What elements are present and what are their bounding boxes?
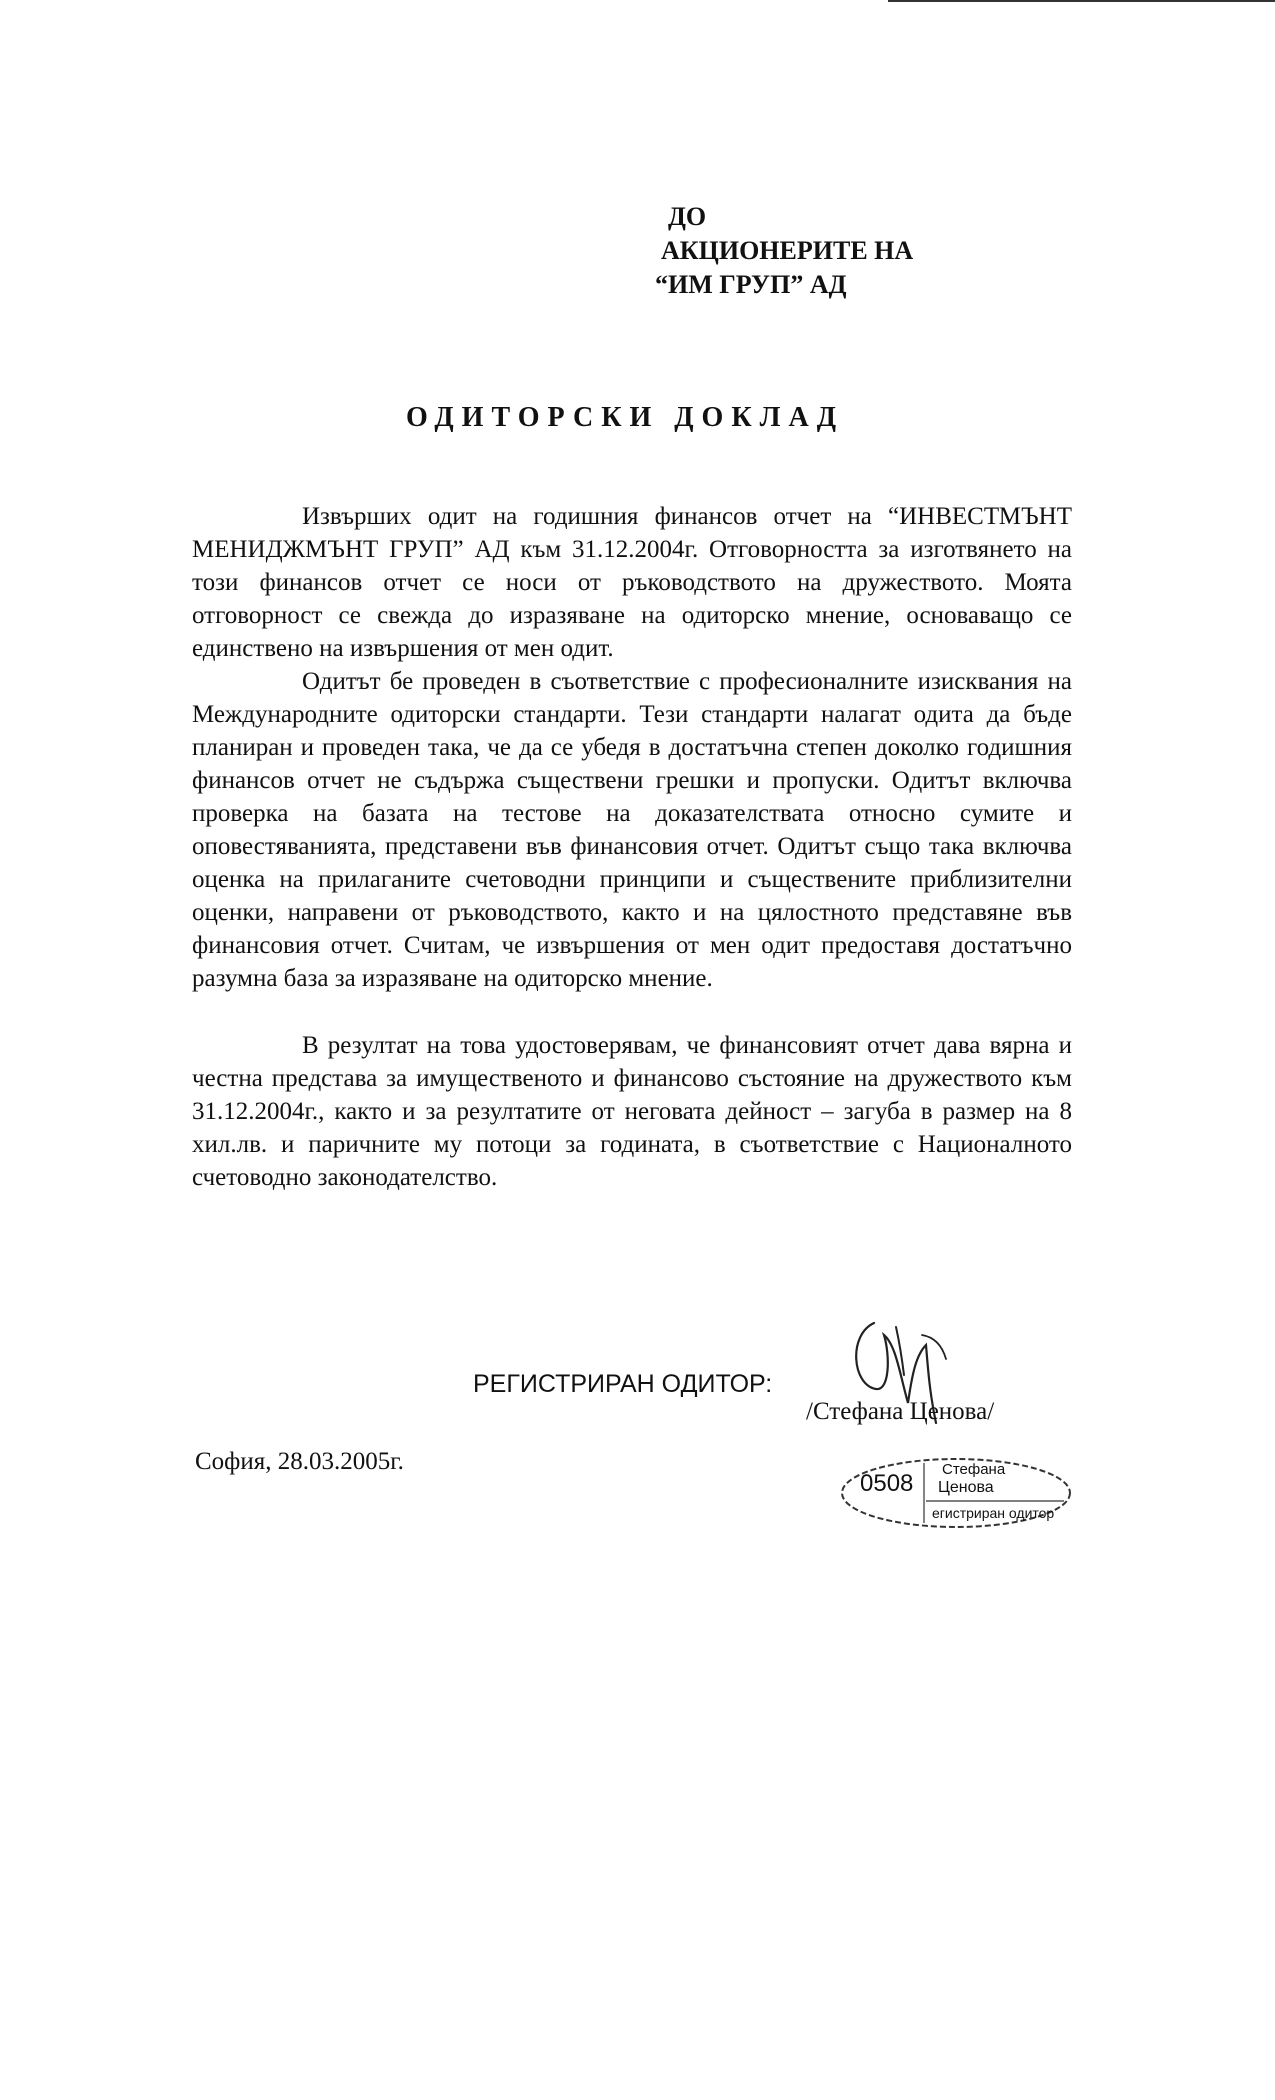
paragraph-scope: Извърших одит на годишния финансов отчет на “ИНВЕСТМЪНТ МЕНИДЖМЪНТ ГРУП” АД към 31.12.2004г. Отговорността за изготвянето на този финансов отчет се носи от ръководството на дружеството. Моята отговорност се свежда до изразяване на одиторско мнение, основаващо се единствено на извършения от мен одит. (192, 503, 1072, 662)
paragraph-basis: Одитът бе проведен в съответствие с професионалните изисквания на Международните одиторски стандарти. Тези стандарти налагат одита да бъде планиран и проведен така, че да се убедя в достатъчна степен доколко годишния финансов отчет не съдържа съществени грешки и пропуски. Одитът включва проверка на базата на тестове на доказателствата относно сумите и оповестяванията, представени във финансовия отчет. Одитът също така включва оценка на прилаганите счетоводни принципи и съществените приблизителни оценки, направени от ръководството, както и на цялостното представяне във финансовия отчет. Считам, че извършения от мен одит предоставя достатъчно разумна база за изразяване на одиторско мнение. (192, 668, 1072, 992)
auditor-name: /Стефана Ценова/ (806, 1398, 995, 1425)
paragraph-opinion: В резултат на това удостоверявам, че финансовият отчет дава вярна и честна представа за имущественото и финансово състояние на дружеството към 31.12.2004г., както и за резултатите от неговата дейност – загуба в размер на 8 хил.лв. и паричните му потоци за годината, в съответствие с Националното счетоводно законодателство. (192, 1032, 1072, 1191)
report-body (192, 500, 1072, 1194)
scan-edge-line (888, 0, 1275, 2)
stamp-number: 0508 (860, 1470, 914, 1497)
addressee-line-3: “ИМ ГРУП” АД (655, 270, 847, 299)
auditor-stamp (838, 1455, 1074, 1531)
stamp-name-last: Ценова (938, 1479, 994, 1496)
addressee-block (655, 200, 913, 302)
document-title: ОДИТОРСКИ ДОКЛАД (406, 402, 844, 433)
auditor-label: РЕГИСТРИРАН ОДИТОР: (473, 1370, 773, 1398)
place-and-date: София, 28.03.2005г. (195, 1448, 404, 1475)
stamp-name-first: Стефана (942, 1461, 1006, 1478)
stamp-role: егистриран одитор (932, 1505, 1055, 1521)
addressee-line-2: АКЦИОНЕРИТЕ НА (661, 236, 914, 265)
addressee-line-1: ДО (668, 202, 707, 231)
